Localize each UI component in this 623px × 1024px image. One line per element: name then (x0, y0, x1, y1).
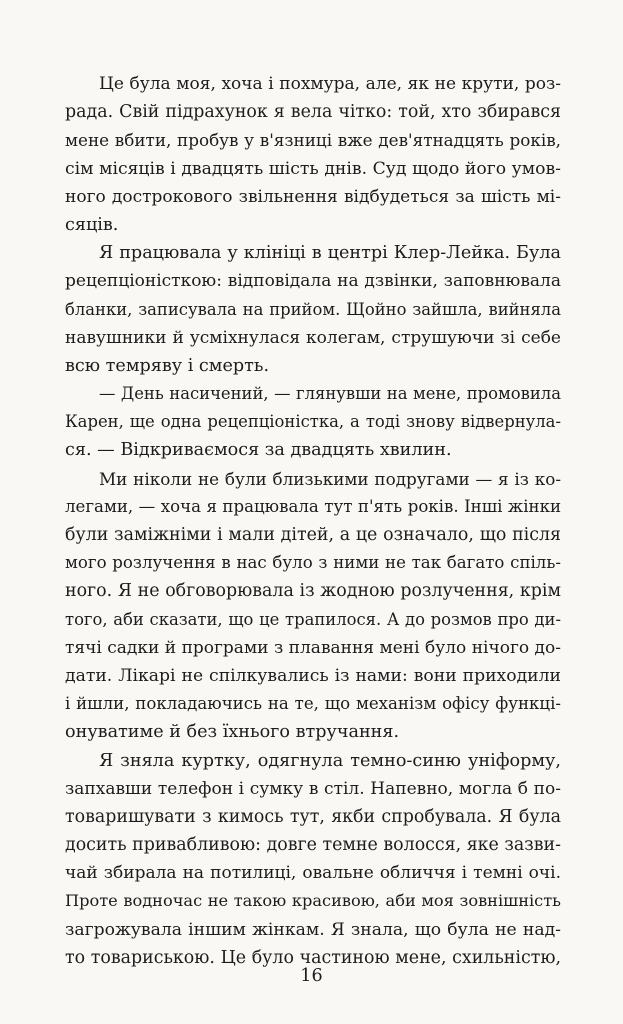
book-page-text (65, 70, 561, 972)
text-line: Карен, ще одна рецепціоністка, а тоді знову відвернула- (65, 412, 561, 432)
text-line: тячі садки й програми з плавання мені було нічого до- (65, 637, 561, 658)
text-line: були заміжніми і мали дітей, а це означало, що після (65, 525, 561, 545)
text-line: ного. Я не обговорювала із жодною розлучення, крім (65, 581, 561, 602)
text-line: чай збирала на потилиці, овальне обличчя і темні очі. (65, 863, 561, 884)
text-line: рецепціоністкою: відповідала на дзвінки, заповнювала (65, 271, 561, 292)
paragraph (65, 747, 561, 973)
text-line: того, аби сказати, що це трапилося. А до розмов про ди- (65, 609, 561, 629)
text-line: запхавши телефон і сумку в стіл. Напевно, могла б по- (65, 778, 561, 799)
text-line: бланки, записувала на прийом. Щойно зайшла, вийняла (65, 299, 561, 319)
text-line: навушники й усміхнулася колегам, струшуючи зі себе (65, 327, 561, 348)
paragraph (65, 70, 561, 239)
text-line: — День насичений, — глянувши на мене, промовила (99, 384, 561, 404)
text-line: дати. Лікарі не спілкувались із нами: вони приходили (65, 665, 561, 686)
text-line: сяців. (65, 214, 119, 235)
text-line: ного дострокового звільнення відбудеться за шість мі- (65, 186, 561, 207)
paragraph (65, 239, 561, 380)
text-line: і йшли, покладаючись на те, що механізм офісу функці- (65, 694, 561, 714)
text-line: всю темряву і смерть. (65, 355, 270, 376)
text-line: Це була моя, хоча і похмура, але, як не крути, роз- (99, 74, 561, 94)
text-line: Я працювала у клініці в центрі Клер-Лейка. Була (99, 243, 561, 264)
text-line: Я зняла куртку, одягнула темно-синю уніформу, (99, 750, 561, 771)
text-line: рада. Свій підрахунок я вела чітко: той, хто збирався (65, 102, 561, 123)
text-line: легами, — хоча я працювала тут п'ять років. Інші жінки (65, 496, 561, 516)
text-line: мого розлучення в нас було з ними не так багато спіль- (65, 553, 561, 573)
text-line: то товариською. Це було частиною мене, схильністю, (65, 947, 561, 968)
paragraph (65, 465, 561, 747)
text-line: Ми ніколи не були близькими подругами — я із ко- (99, 468, 561, 489)
text-line: сім місяців і двадцять шість днів. Суд щодо його умов- (65, 158, 561, 179)
text-line: мене вбити, пробув у в'язниці вже дев'ятнадцять років, (65, 130, 561, 151)
text-line: загрожувала іншим жінкам. Я знала, що була не над- (65, 919, 561, 940)
text-line: Проте водночас не такою красивою, аби моя зовнішність (65, 891, 561, 911)
text-line: досить привабливою: довге темне волосся, яке зазви- (65, 835, 561, 856)
text-line: онуватиме й без їхнього втручання. (65, 722, 400, 743)
paragraph (65, 380, 561, 465)
text-line: ся. — Відкриваємося за двадцять хвилин. (65, 440, 452, 461)
page-number: 16 (300, 966, 323, 986)
text-line: товаришувати з кимось тут, якби спробувала. Я була (65, 806, 561, 827)
